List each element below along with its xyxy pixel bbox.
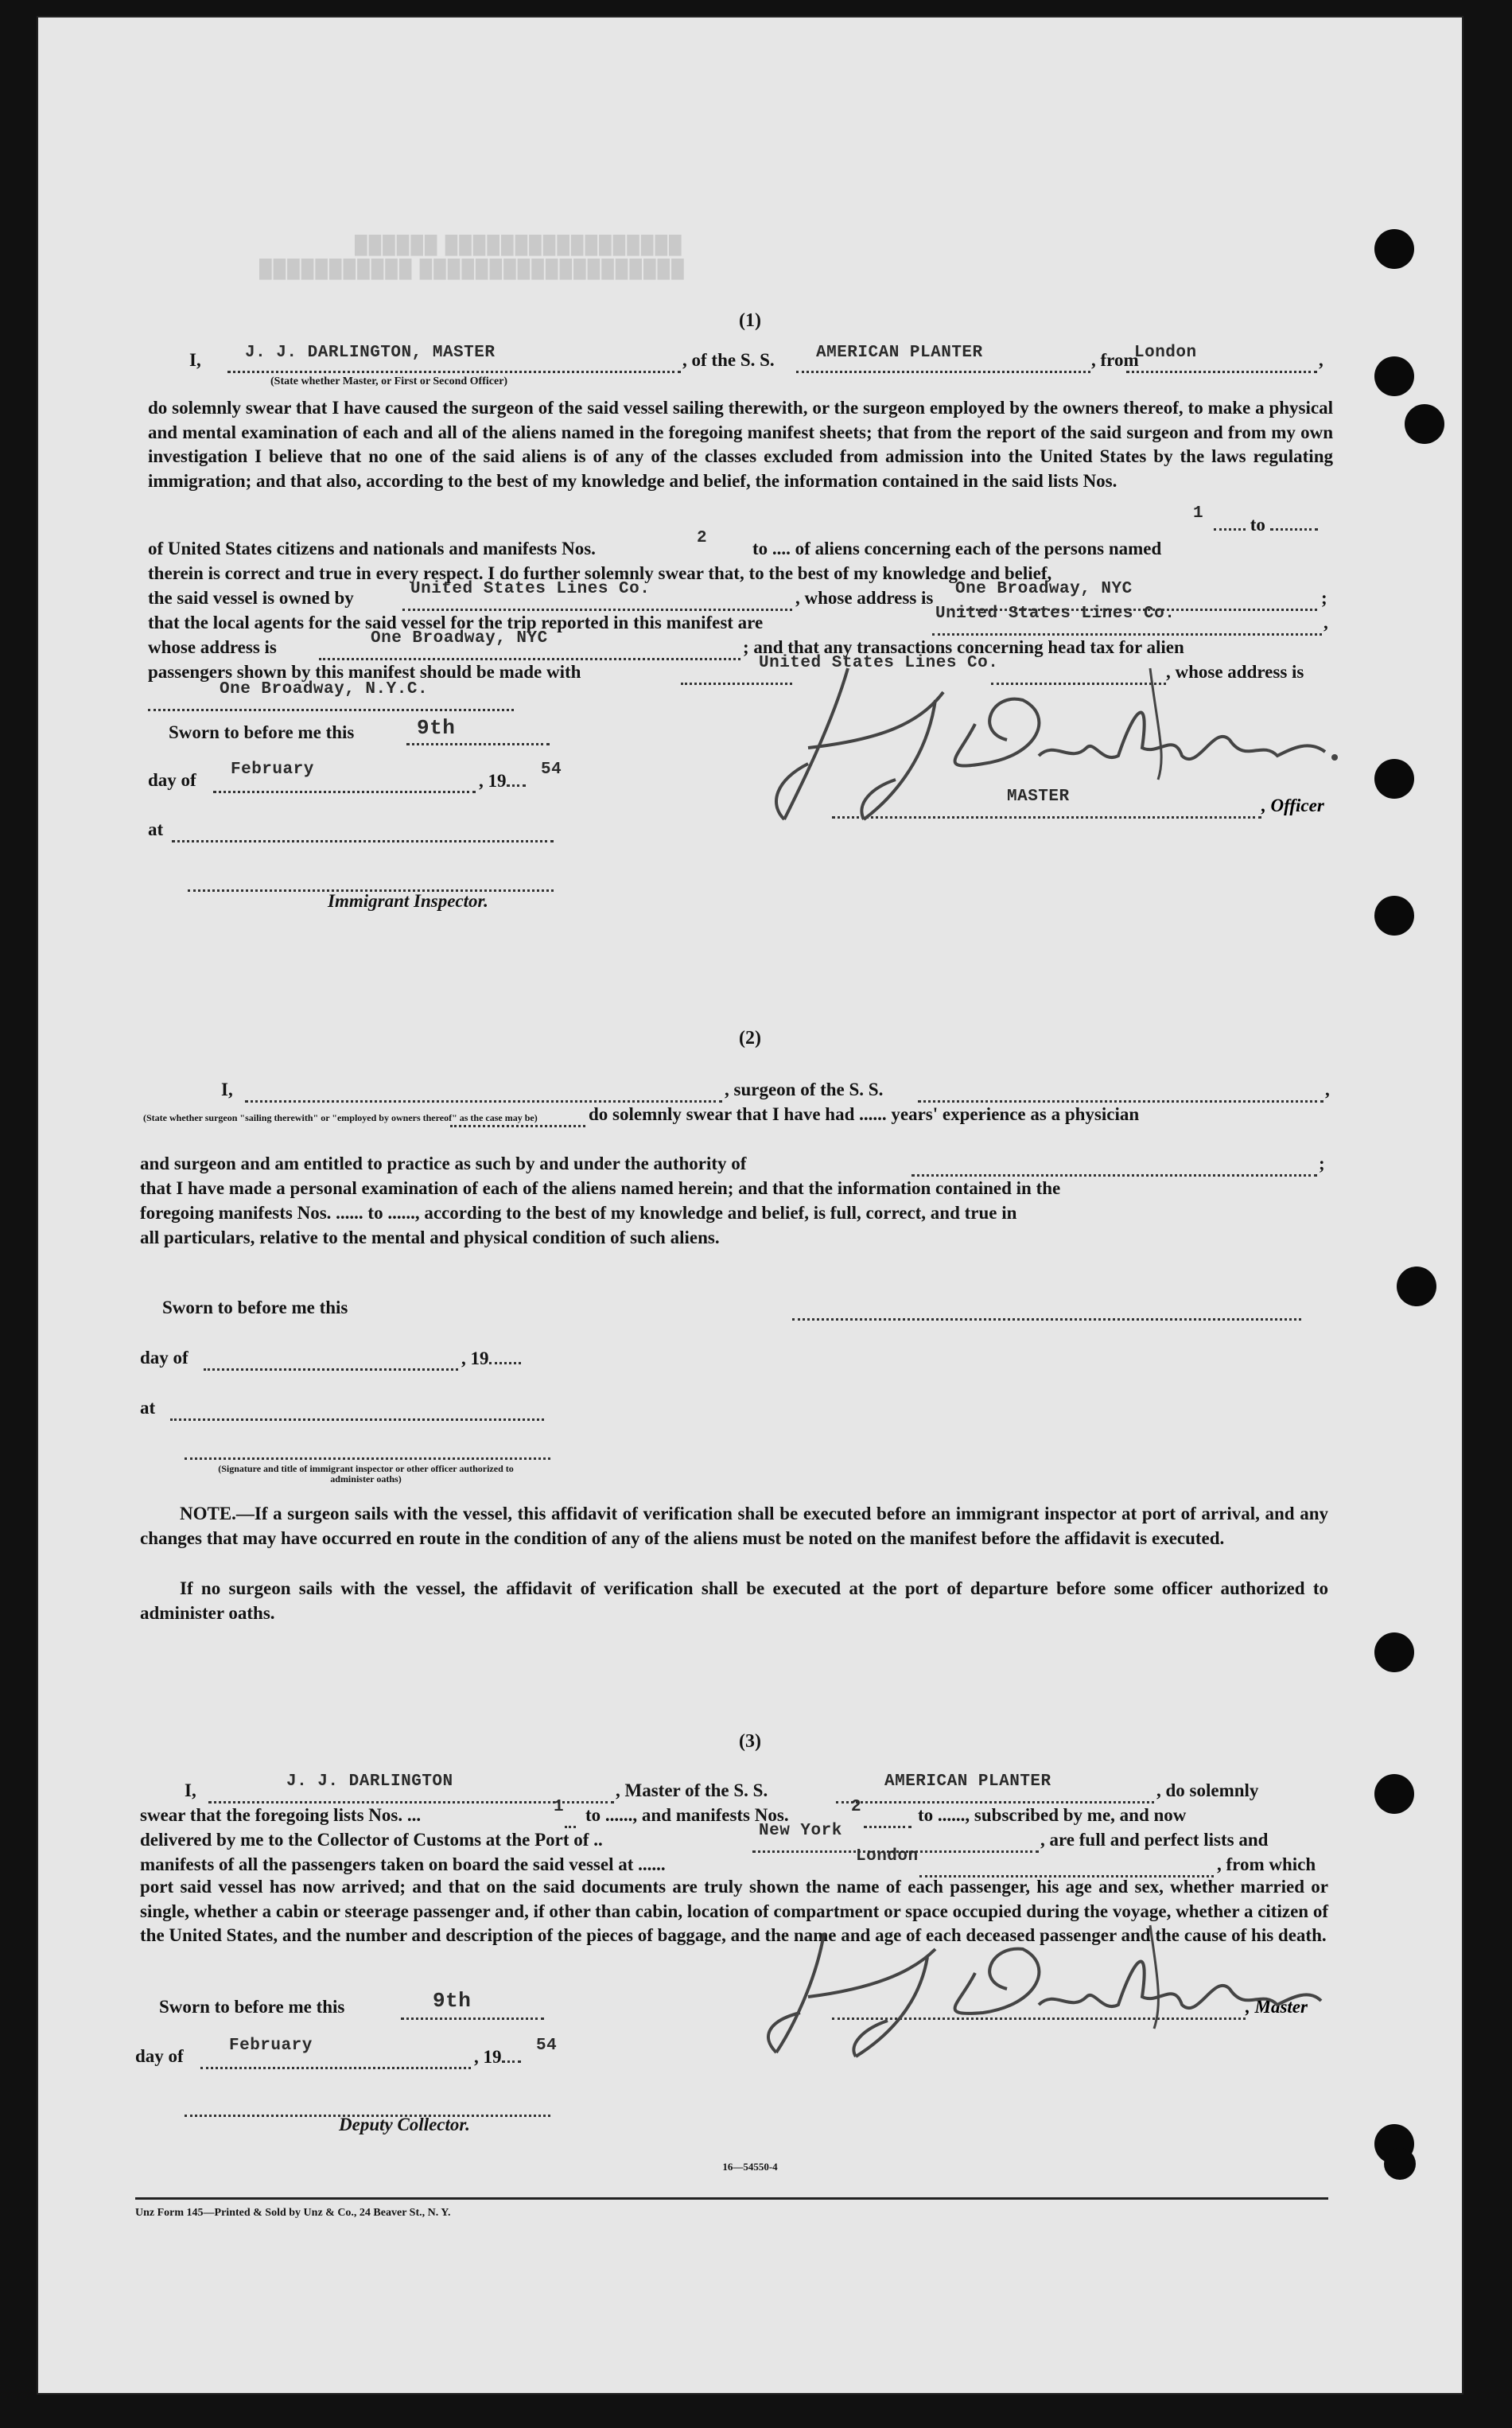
section-1-caption: (State whether Master, or First or Second Officer) bbox=[270, 375, 508, 387]
whose-address-is: , whose address is bbox=[1166, 662, 1304, 682]
section-2-i: I, bbox=[221, 1080, 233, 1099]
swear-b: to ......, and manifests Nos. bbox=[585, 1805, 789, 1825]
sworn-3: Sworn to before me this bbox=[159, 1997, 345, 2017]
dots bbox=[1214, 514, 1246, 531]
surgeon-sig-line bbox=[792, 1304, 1301, 1321]
lists-nos-3: 1 bbox=[554, 1798, 565, 1816]
dots bbox=[172, 826, 554, 842]
dots bbox=[245, 1086, 722, 1103]
punch-hole bbox=[1397, 1267, 1436, 1306]
dots bbox=[918, 1086, 1323, 1103]
punch-hole bbox=[1405, 404, 1444, 444]
section-1-oath-line bbox=[189, 350, 201, 371]
master-name: J. J. DARLINGTON, MASTER bbox=[245, 344, 496, 362]
dots bbox=[200, 2053, 471, 2069]
year-prefix: 19 bbox=[470, 1348, 489, 1368]
dots bbox=[796, 356, 1090, 373]
headtax-agent: United States Lines Co. bbox=[759, 654, 999, 672]
sworn-2: Sworn to before me this bbox=[162, 1298, 348, 1317]
punch-hole bbox=[1374, 1774, 1414, 1814]
surgeon-of-label: , surgeon of the S. S. bbox=[725, 1080, 884, 1099]
owner-address: One Broadway, NYC bbox=[955, 580, 1133, 598]
manifests-end: , from which bbox=[1217, 1854, 1316, 1874]
manifests-nos-3: 2 bbox=[851, 1798, 862, 1816]
sworn-day-1: 9th bbox=[417, 716, 456, 740]
dots bbox=[932, 619, 1322, 636]
owner-name: United States Lines Co. bbox=[410, 580, 651, 598]
agents-address: One Broadway, NYC bbox=[371, 629, 548, 648]
section-2-sig-caption: (Signature and title of immigrant inspector or other officer authorized to administer oaths) bbox=[218, 1463, 514, 1484]
dots bbox=[502, 2046, 521, 2063]
to: to bbox=[1250, 515, 1265, 535]
punch-hole bbox=[1374, 1632, 1414, 1672]
dots bbox=[1126, 356, 1317, 373]
from-label: , from bbox=[1091, 350, 1139, 370]
dots bbox=[148, 695, 514, 711]
punch-hole bbox=[1374, 356, 1414, 396]
section-2-caption: (State whether surgeon "sailing therewith" or "employed by owners thereof" as the case may be) bbox=[143, 1112, 538, 1123]
year-prefix-1: , 19 bbox=[479, 770, 526, 792]
dots bbox=[565, 1811, 576, 1828]
at-2: at bbox=[140, 1398, 156, 1418]
master-title: MASTER bbox=[1007, 788, 1070, 806]
dots bbox=[401, 2003, 544, 2020]
master-label: , Master bbox=[1246, 1997, 1308, 2017]
citizens-end: to .... of aliens concerning each of the persons named bbox=[752, 539, 1162, 558]
swear-line-3: swear that the foregoing lists Nos. ... bbox=[140, 1805, 422, 1825]
punch-hole bbox=[1374, 229, 1414, 269]
year-suffix-1: 54 bbox=[541, 761, 562, 779]
dots bbox=[204, 1354, 458, 1371]
whose-address-label: , whose address is bbox=[795, 588, 934, 608]
bleed-through-text: ██████ █████████████████ bbox=[355, 235, 683, 255]
authority-line: and surgeon and am entitled to practice as such by and under the authority of bbox=[140, 1154, 747, 1173]
particulars-line: all particulars, relative to the mental and physical condition of such aliens. bbox=[140, 1228, 720, 1247]
to-label bbox=[1214, 514, 1318, 535]
delivered-end: , are full and perfect lists and bbox=[1040, 1830, 1269, 1850]
inspector-sig-line bbox=[188, 875, 554, 892]
note-2: If no surgeon sails with the vessel, the affidavit of verification shall be executed at the port of departure before some officer authorized to administer oaths. bbox=[140, 1578, 1328, 1623]
comma: , bbox=[1325, 1080, 1330, 1099]
citizens-line bbox=[148, 539, 596, 559]
section-1-body: do solemnly swear that I have caused the surgeon of the said vessel sailing therewith, or the surgeon employed by the owners thereof, to make a physical and mental examination of each and all of the aliens named in the foregoing manifest sheets; that from the report of the said surgeon and from my own investigation I believe that no one of the said aliens is of any of the classes excluded from admission into the United States by the laws regulating immigration; and that also, according to the best of my knowledge and belief, the information contained in the said lists Nos. bbox=[148, 398, 1333, 491]
dots bbox=[1270, 514, 1318, 531]
section-3-body: port said vessel has now arrived; and that on the said documents are truly shown the name of each passenger, his age and sex, whether married or single, whether a cabin or steerage passenger and, if other than cabin, location of compartment or space occupied during the voyage, whether a citizen of the United States, and the number and description of the pieces of baggage, and the name and age of each deceased passenger and the cause of his death. bbox=[140, 1877, 1328, 1946]
master-of-label: , Master of the S. S. bbox=[616, 1780, 768, 1800]
signature-1 bbox=[737, 636, 1341, 835]
dots bbox=[319, 644, 740, 660]
dots bbox=[911, 1160, 1317, 1177]
dots bbox=[406, 729, 550, 745]
passengers-line: passengers shown by this manifest should be made with bbox=[148, 662, 581, 682]
form-code: 16—54550-4 bbox=[722, 2161, 778, 2173]
headtax-address: One Broadway, N.Y.C. bbox=[220, 680, 429, 698]
i-label: I, bbox=[189, 350, 201, 370]
section-3-number: (3) bbox=[739, 1731, 761, 1752]
comma: , bbox=[1323, 613, 1328, 632]
owned-line: the said vessel is owned by bbox=[148, 588, 354, 608]
dots bbox=[450, 1111, 585, 1127]
section-2-number: (2) bbox=[739, 1028, 761, 1049]
section-1-number: (1) bbox=[739, 310, 761, 331]
dots bbox=[170, 1404, 544, 1421]
semicolon: ; bbox=[1321, 588, 1327, 608]
comma: , bbox=[1319, 350, 1323, 370]
ship-name-3: AMERICAN PLANTER bbox=[884, 1772, 1051, 1791]
swear-line: do solemnly swear that I have had ...... years' experience as a physician bbox=[589, 1104, 1140, 1124]
deputy-collector-label: Deputy Collector. bbox=[339, 2115, 470, 2134]
year-suffix-3: 54 bbox=[536, 2037, 558, 2055]
punch-hole bbox=[1374, 759, 1414, 799]
bleed-through-text-2: ███████████ ███████████████████ bbox=[259, 259, 686, 278]
dots bbox=[507, 770, 526, 787]
section-3-i: I, bbox=[185, 1780, 196, 1800]
year-3: , 19 bbox=[474, 2046, 521, 2068]
manifests-nos: 2 bbox=[697, 529, 708, 547]
dots bbox=[489, 1348, 521, 1364]
dots bbox=[227, 356, 681, 373]
dots bbox=[213, 776, 476, 793]
dots bbox=[402, 594, 792, 611]
citizens-text: of United States citizens and nationals and manifests Nos. bbox=[148, 539, 596, 558]
month-3: February bbox=[229, 2037, 313, 2055]
year-prefix: 19 bbox=[488, 771, 507, 791]
from-port: London bbox=[1134, 344, 1197, 362]
month-1: February bbox=[231, 761, 314, 779]
immigrant-inspector-label: Immigrant Inspector. bbox=[328, 891, 488, 911]
day-of-2: day of bbox=[140, 1348, 189, 1368]
footer-printer: Unz Form 145—Printed & Sold by Unz & Co., 24 Beaver St., N. Y. bbox=[135, 2207, 451, 2219]
note-1: NOTE.—If a surgeon sails with the vessel, this affidavit of verification shall be executed before an immigrant inspector at port of arrival, and any changes that may have occurred en route in the condition of any of the aliens must be noted on the manifest before the affidavit is executed. bbox=[140, 1504, 1328, 1548]
at-1: at bbox=[148, 819, 164, 839]
dots bbox=[864, 1811, 911, 1828]
swear-c: to ......, subscribed by me, and now bbox=[918, 1805, 1187, 1825]
punch-hole bbox=[1374, 896, 1414, 936]
whose-end: ; and that any transactions concerning head tax for alien bbox=[743, 637, 1184, 657]
master-name-3: J. J. DARLINGTON bbox=[286, 1772, 453, 1791]
inspector-sig-line-2 bbox=[185, 1443, 550, 1460]
officer-label: , Officer bbox=[1261, 796, 1324, 815]
delivered-line: delivered by me to the Collector of Customs at the Port of .. bbox=[140, 1830, 603, 1850]
punch-hole bbox=[1384, 2148, 1416, 2180]
day-of-1: day of bbox=[148, 770, 196, 790]
do-solemnly: , do solemnly bbox=[1156, 1780, 1259, 1800]
sworn-day-3: 9th bbox=[433, 1989, 472, 2013]
therein-line: therein is correct and true in every respect. I do further solemnly swear that, to the best of my knowledge and belief, bbox=[148, 563, 1052, 583]
signature-2 bbox=[752, 1901, 1325, 2060]
of-ss-label: , of the S. S. bbox=[682, 350, 775, 370]
exam-line: that I have made a personal examination of each of the aliens named herein; and that the information contained in the bbox=[140, 1178, 1061, 1198]
agents-line: that the local agents for the said vessel for the trip reported in this manifest are bbox=[148, 613, 764, 632]
sworn-1: Sworn to before me this bbox=[169, 722, 355, 742]
dots bbox=[836, 1787, 1154, 1803]
semicolon: ; bbox=[1319, 1154, 1325, 1173]
manifests-line: manifests of all the passengers taken on board the said vessel at ...... bbox=[140, 1854, 666, 1874]
agents-name: United States Lines Co. bbox=[935, 605, 1176, 623]
footer-rule bbox=[135, 2197, 1328, 2200]
foregoing-line: foregoing manifests Nos. ...... to ......, according to the best of my knowledge and belief, is full, correct, and true in bbox=[140, 1203, 1017, 1223]
port-name: New York bbox=[759, 1822, 842, 1840]
year-2: , 19 bbox=[461, 1348, 521, 1369]
whose-line: whose address is bbox=[148, 637, 277, 657]
from-port-3: London bbox=[856, 1847, 919, 1866]
day-of-3: day of bbox=[135, 2046, 184, 2066]
year-prefix: 19 bbox=[483, 2047, 502, 2067]
ship-name: AMERICAN PLANTER bbox=[816, 344, 983, 362]
manifest-page bbox=[37, 16, 1463, 2395]
lists-nos: 1 bbox=[1193, 504, 1204, 523]
